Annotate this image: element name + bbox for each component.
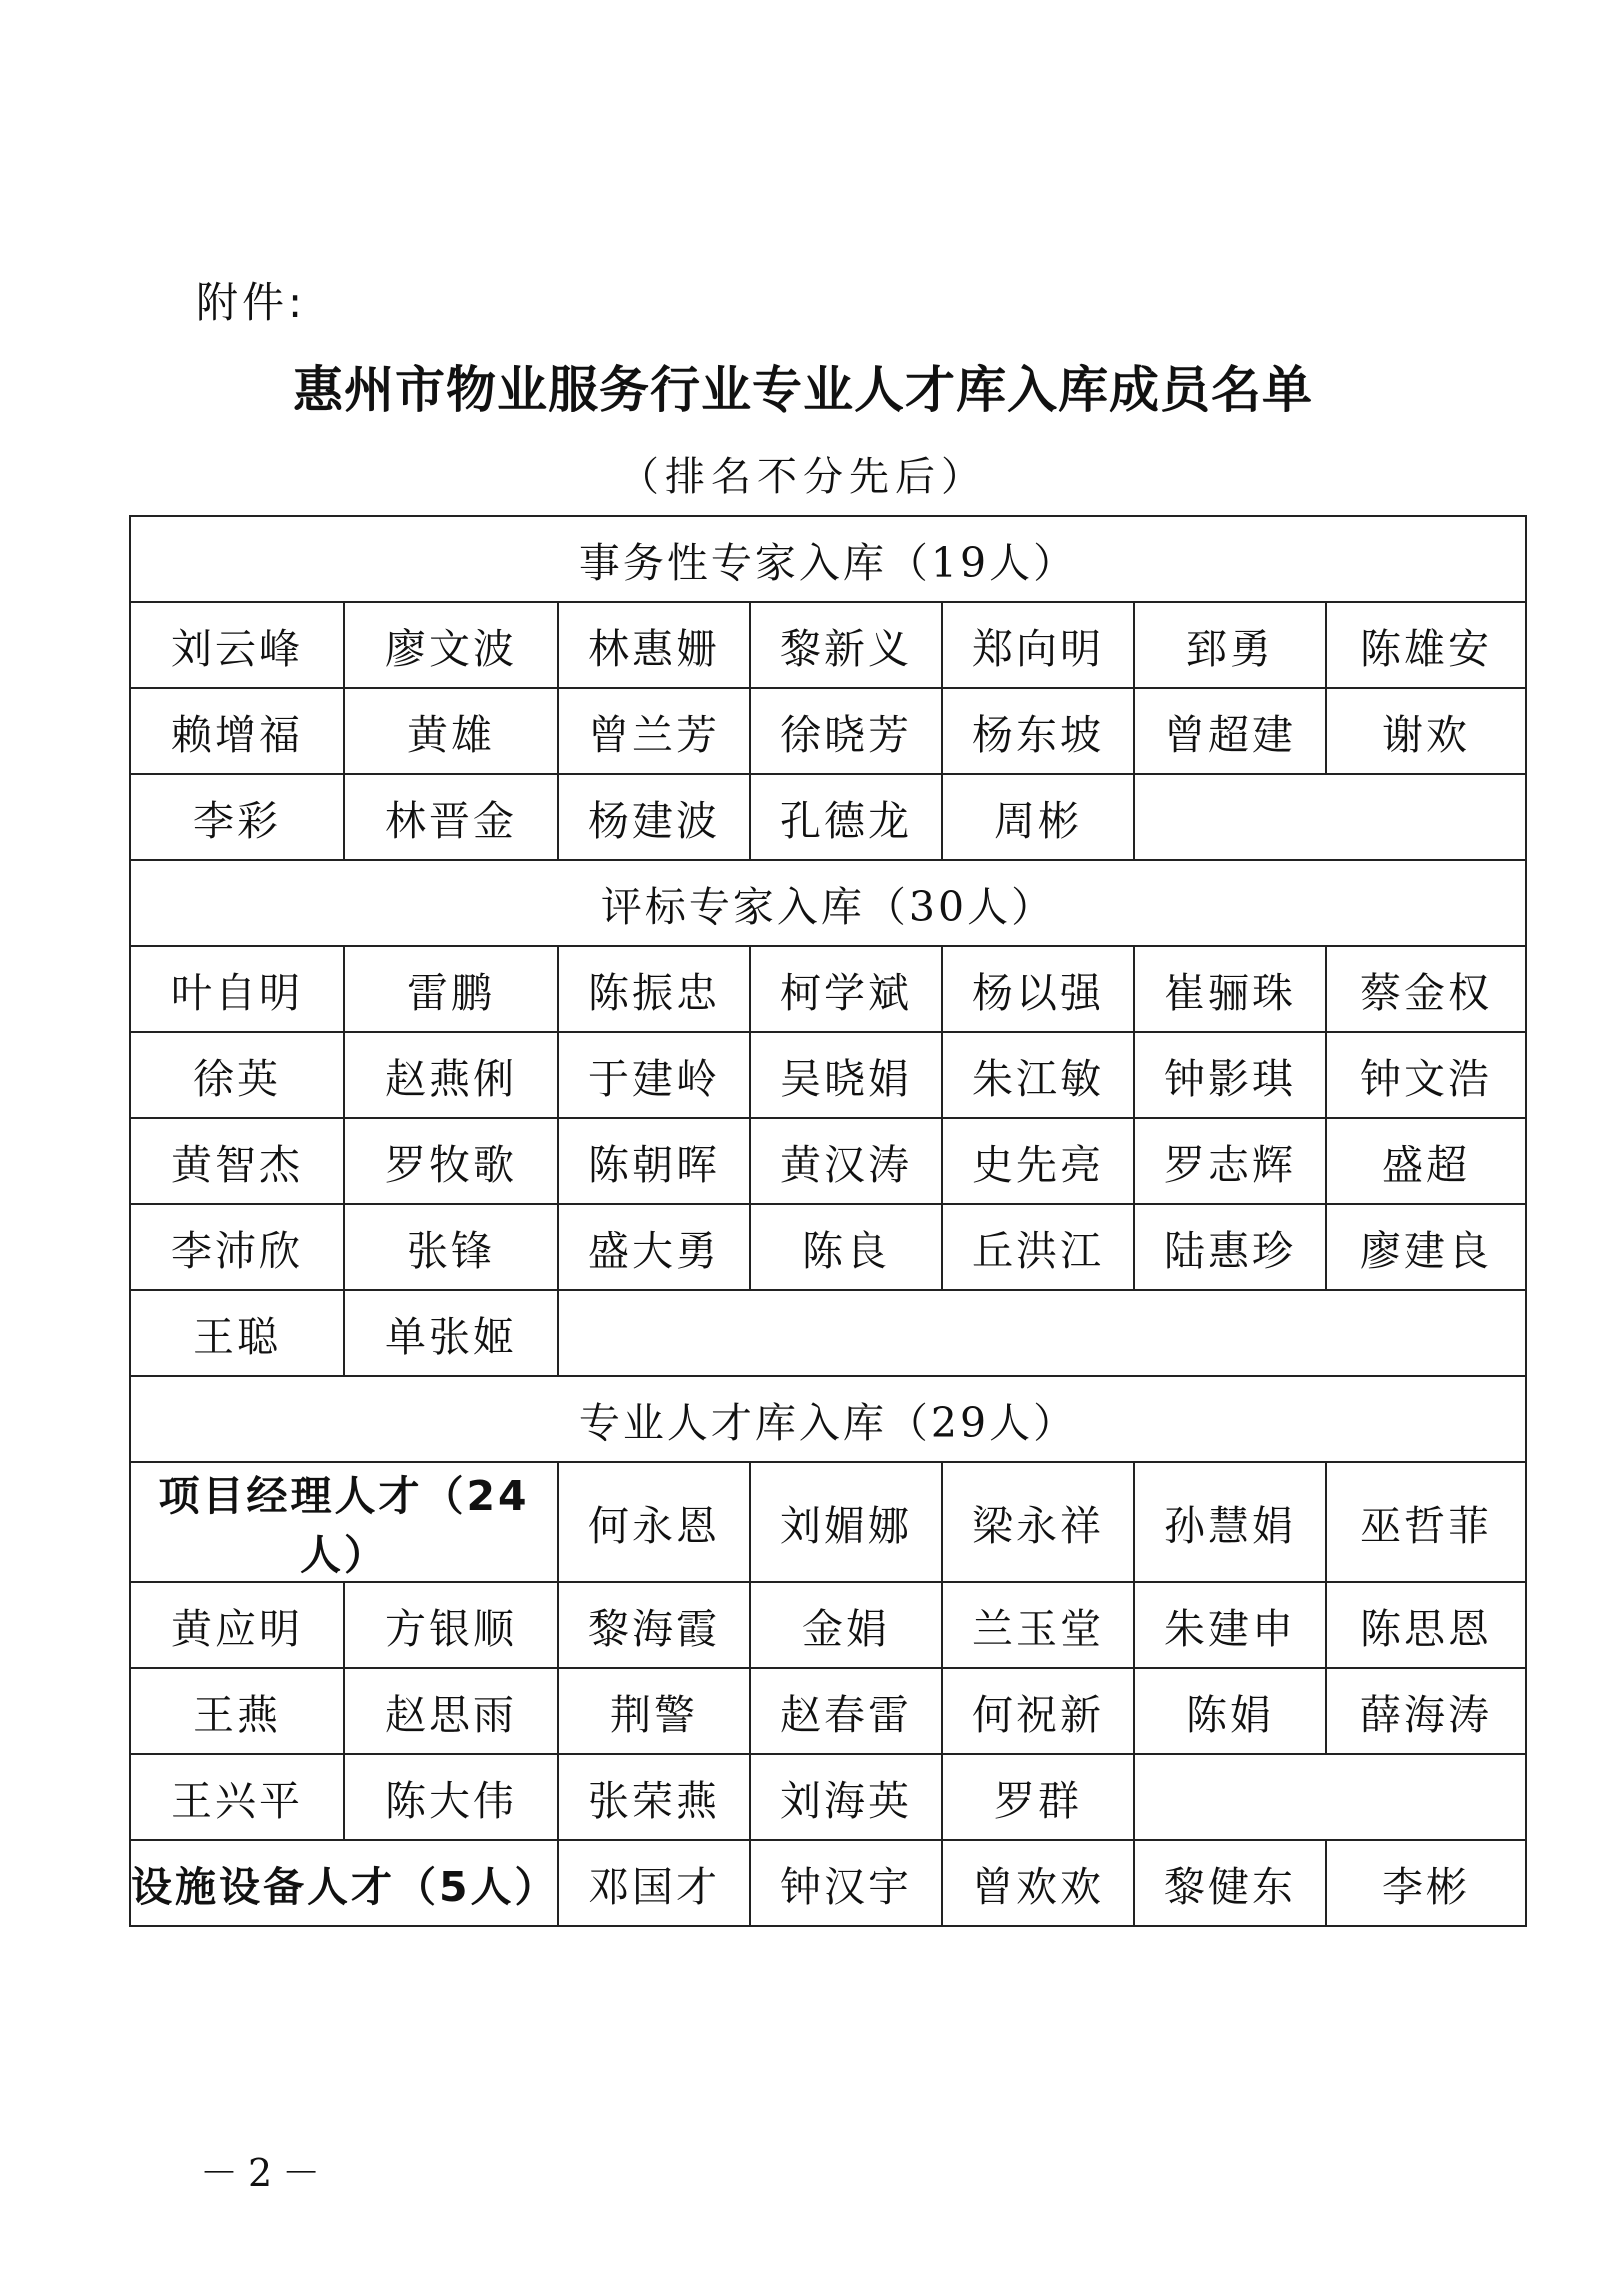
attachment-label: 附件: <box>196 278 307 327</box>
table-row <box>130 1754 1526 1840</box>
name-cell: 陆惠珍 <box>1134 1204 1326 1290</box>
name-cell: 雷鹏 <box>344 946 558 1032</box>
name-cell: 黎新义 <box>750 602 942 688</box>
name-cell: 刘媚娜 <box>750 1462 942 1582</box>
name-cell: 张锋 <box>344 1204 558 1290</box>
name-cell: 史先亮 <box>942 1118 1134 1204</box>
name-cell: 林惠姗 <box>558 602 750 688</box>
name-cell: 朱建申 <box>1134 1582 1326 1668</box>
name-cell: 梁永祥 <box>942 1462 1134 1582</box>
name-cell: 黄雄 <box>344 688 558 774</box>
table-row <box>130 1118 1526 1204</box>
name-cell: 何永恩 <box>558 1462 750 1582</box>
table-row <box>130 1290 1526 1376</box>
name-cell: 孔德龙 <box>750 774 942 860</box>
name-cell: 罗牧歌 <box>344 1118 558 1204</box>
name-cell: 荆警 <box>558 1668 750 1754</box>
name-cell: 张荣燕 <box>558 1754 750 1840</box>
name-cell: 钟影琪 <box>1134 1032 1326 1118</box>
name-cell: 赵春雷 <box>750 1668 942 1754</box>
table-row <box>130 1668 1526 1754</box>
name-cell: 钟文浩 <box>1326 1032 1526 1118</box>
name-cell: 柯学斌 <box>750 946 942 1032</box>
name-cell: 陈思恩 <box>1326 1582 1526 1668</box>
page-subtitle: （排名不分先后） <box>619 454 987 500</box>
name-cell: 巫哲菲 <box>1326 1462 1526 1582</box>
name-cell: 盛大勇 <box>558 1204 750 1290</box>
name-cell: 于建岭 <box>558 1032 750 1118</box>
name-cell: 陈娟 <box>1134 1668 1326 1754</box>
name-cell: 蔡金权 <box>1326 946 1526 1032</box>
name-cell: 盛超 <box>1326 1118 1526 1204</box>
name-cell: 王兴平 <box>130 1754 344 1840</box>
name-cell: 黄智杰 <box>130 1118 344 1204</box>
name-cell: 廖建良 <box>1326 1204 1526 1290</box>
name-cell: 孙慧娟 <box>1134 1462 1326 1582</box>
name-cell: 金娟 <box>750 1582 942 1668</box>
table-row <box>130 1582 1526 1668</box>
name-cell: 杨以强 <box>942 946 1134 1032</box>
name-cell: 罗群 <box>942 1754 1134 1840</box>
name-cell: 杨东坡 <box>942 688 1134 774</box>
table-row <box>130 602 1526 688</box>
name-cell: 黄应明 <box>130 1582 344 1668</box>
equipment-category-label: 设施设备人才（5人） <box>130 1840 558 1926</box>
name-cell: 赖增福 <box>130 688 344 774</box>
name-cell: 李彬 <box>1326 1840 1526 1926</box>
table-row <box>130 774 1526 860</box>
table-row <box>130 688 1526 774</box>
table-row <box>130 1032 1526 1118</box>
name-cell: 赵燕俐 <box>344 1032 558 1118</box>
name-cell: 邓国才 <box>558 1840 750 1926</box>
name-cell: 罗志辉 <box>1134 1118 1326 1204</box>
name-cell: 朱江敏 <box>942 1032 1134 1118</box>
name-cell: 曾超建 <box>1134 688 1326 774</box>
name-cell: 陈大伟 <box>344 1754 558 1840</box>
name-cell: 丘洪江 <box>942 1204 1134 1290</box>
empty-cell <box>1134 1754 1526 1840</box>
roster-table <box>129 515 1527 1927</box>
page-title: 惠州市物业服务行业专业人才库入库成员名单 <box>293 361 1313 419</box>
name-cell: 李彩 <box>130 774 344 860</box>
pm-category-label: 项目经理人才（24人） <box>130 1462 558 1582</box>
name-cell: 徐英 <box>130 1032 344 1118</box>
name-cell: 黎健东 <box>1134 1840 1326 1926</box>
name-cell: 徐晓芳 <box>750 688 942 774</box>
name-cell: 郅勇 <box>1134 602 1326 688</box>
table-row <box>130 1840 1526 1926</box>
name-cell: 赵思雨 <box>344 1668 558 1754</box>
name-cell: 叶自明 <box>130 946 344 1032</box>
table-row <box>130 1204 1526 1290</box>
name-cell: 林晋金 <box>344 774 558 860</box>
section-bid-title: 评标专家入库（30人） <box>130 860 1526 946</box>
name-cell: 单张姬 <box>344 1290 558 1376</box>
name-cell: 钟汉宇 <box>750 1840 942 1926</box>
name-cell: 陈雄安 <box>1326 602 1526 688</box>
section-talent-title: 专业人才库入库（29人） <box>130 1376 1526 1462</box>
name-cell: 陈良 <box>750 1204 942 1290</box>
table-row <box>130 1462 1526 1582</box>
page-number: －2－ <box>200 2151 331 2195</box>
name-cell: 郑向明 <box>942 602 1134 688</box>
name-cell: 谢欢 <box>1326 688 1526 774</box>
empty-cell <box>1134 774 1526 860</box>
name-cell: 王燕 <box>130 1668 344 1754</box>
name-cell: 薛海涛 <box>1326 1668 1526 1754</box>
name-cell: 曾兰芳 <box>558 688 750 774</box>
name-cell: 陈朝晖 <box>558 1118 750 1204</box>
name-cell: 杨建波 <box>558 774 750 860</box>
name-cell: 王聪 <box>130 1290 344 1376</box>
name-cell: 刘海英 <box>750 1754 942 1840</box>
name-cell: 刘云峰 <box>130 602 344 688</box>
section-affairs-title: 事务性专家入库（19人） <box>130 516 1526 602</box>
name-cell: 崔骊珠 <box>1134 946 1326 1032</box>
name-cell: 廖文波 <box>344 602 558 688</box>
name-cell: 陈振忠 <box>558 946 750 1032</box>
name-cell: 曾欢欢 <box>942 1840 1134 1926</box>
name-cell: 周彬 <box>942 774 1134 860</box>
table-row <box>130 946 1526 1032</box>
name-cell: 何祝新 <box>942 1668 1134 1754</box>
name-cell: 黎海霞 <box>558 1582 750 1668</box>
name-cell: 李沛欣 <box>130 1204 344 1290</box>
name-cell: 吴晓娟 <box>750 1032 942 1118</box>
name-cell: 黄汉涛 <box>750 1118 942 1204</box>
empty-cell <box>558 1290 1526 1376</box>
name-cell: 方银顺 <box>344 1582 558 1668</box>
name-cell: 兰玉堂 <box>942 1582 1134 1668</box>
